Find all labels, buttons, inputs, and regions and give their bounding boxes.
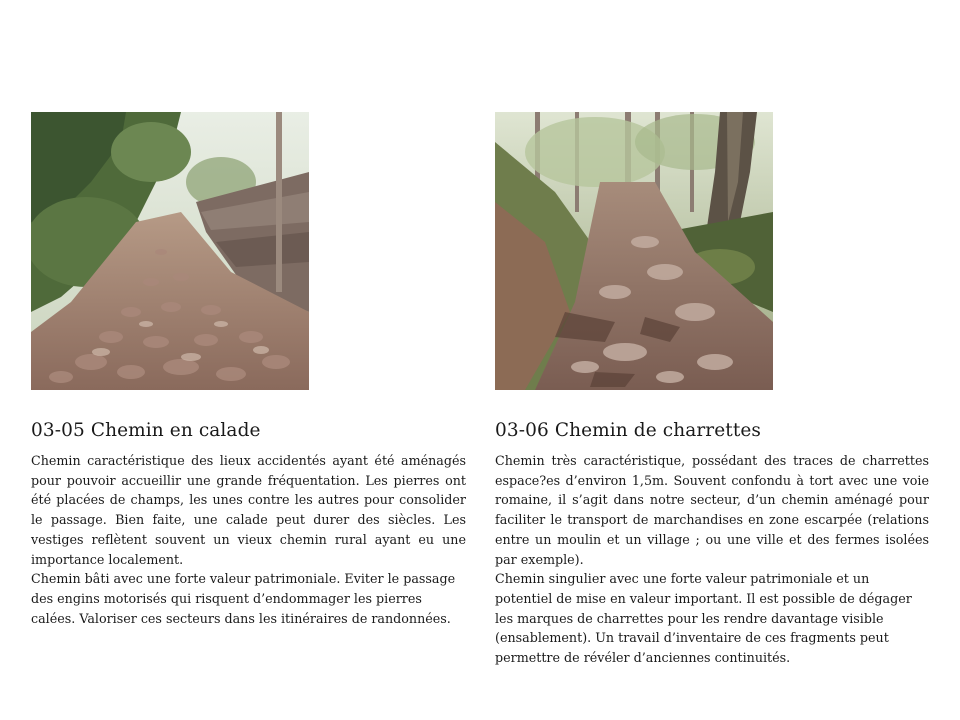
photo-charrettes bbox=[495, 112, 773, 390]
photo-calade bbox=[31, 112, 309, 390]
paragraph-recommendation: Chemin bâti avec une forte valeur patrimoniale. Eviter le passage des engins motorisés qui risquent d’endommager les pierres calées. Valoriser ces secteurs dans les itinéraires de randonnées. bbox=[31, 571, 456, 626]
paragraph-description: Chemin caractéristique des lieux accidentés ayant été aménagés pour pouvoir accueillir une grande fréquentation. Les pierres ont été placées de champs, les unes contre les autres pour consolider le passage. Bien faite, une calade peut durer des siècles. Les vestiges reflètent souvent un vieux chemin rural ayant eu une importance localement. bbox=[31, 453, 466, 567]
paragraph-recommendation: Chemin singulier avec une forte valeur patrimoniale et un potentiel de mise en valeur important. Il est possible de dégager les marques de charrettes pour les rendre davantage visible (ensablement). Un travail d’inventaire de ces fragments peut permettre de révéler d’anciennes continuités. bbox=[495, 571, 912, 666]
section-title: 03-06 Chemin de charrettes bbox=[495, 420, 762, 441]
paragraph-description: Chemin très caractéristique, possédant des traces de charrettes espace?es d’environ 1,5m. Souvent confondu à tort avec une voie romaine, il s’agit dans notre secteur, d’un chemin aménagé pour faciliter le transport de marchandises en zone escarpée (relations entre un moulin et un village ; ou une ville et des fermes isolées par exemple). bbox=[495, 453, 929, 567]
section-chemin-en-calade bbox=[31, 112, 466, 628]
section-title: 03-05 Chemin en calade bbox=[31, 420, 261, 441]
section-description bbox=[495, 451, 929, 668]
section-description bbox=[31, 451, 466, 628]
section-chemin-de-charrettes bbox=[495, 112, 929, 668]
